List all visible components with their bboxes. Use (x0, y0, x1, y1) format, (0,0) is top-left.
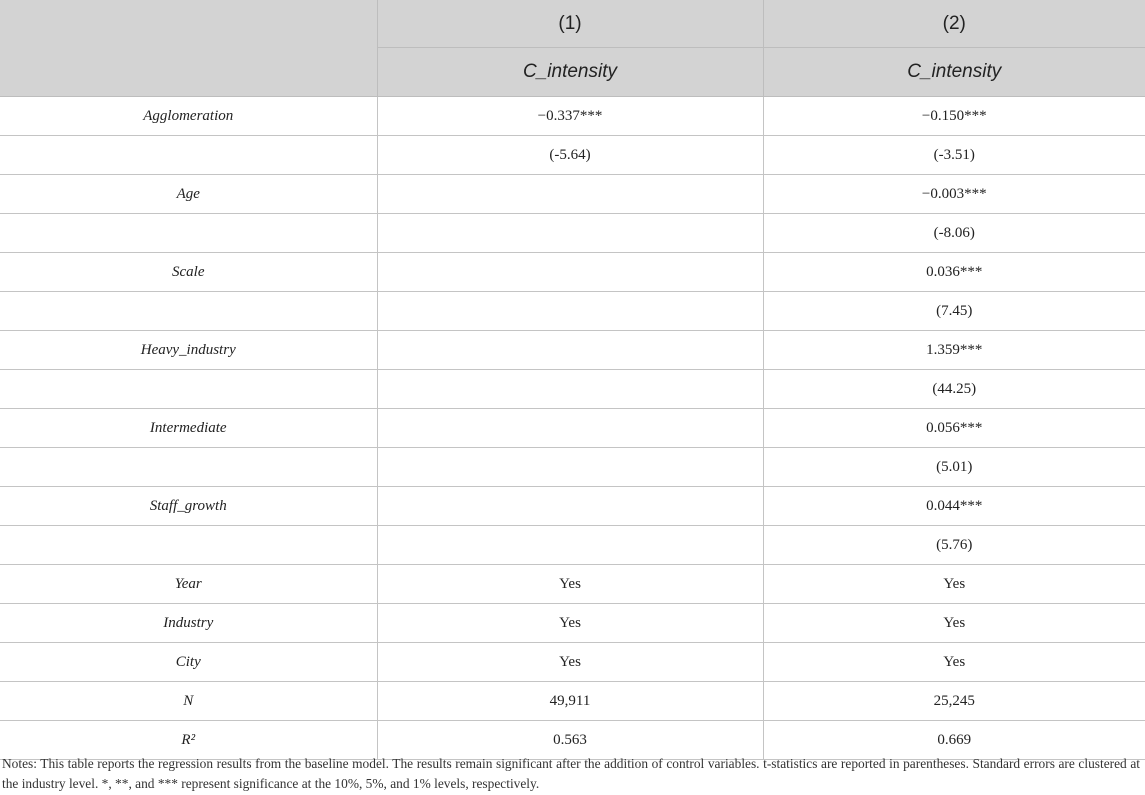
model-2-cell: Yes (763, 565, 1145, 604)
row-label-cell: N (0, 682, 377, 721)
row-label-cell (0, 136, 377, 175)
header-row-model-numbers (0, 0, 1145, 48)
table-row (0, 526, 1145, 565)
row-label-cell: Age (0, 175, 377, 214)
model-2-cell: 0.056*** (763, 409, 1145, 448)
header-model-1: (1) (377, 0, 763, 48)
model-2-cell: 25,245 (763, 682, 1145, 721)
row-label-cell: City (0, 643, 377, 682)
model-2-cell: Yes (763, 604, 1145, 643)
table-row (0, 448, 1145, 487)
model-1-cell (377, 526, 763, 565)
model-1-cell: Yes (377, 604, 763, 643)
model-2-cell: Yes (763, 643, 1145, 682)
model-2-cell: 0.669 (763, 721, 1145, 760)
model-2-cell: 1.359*** (763, 331, 1145, 370)
row-label-cell: Agglomeration (0, 97, 377, 136)
header-model-2: (2) (763, 0, 1145, 48)
table-row (0, 682, 1145, 721)
model-1-cell: −0.337*** (377, 97, 763, 136)
model-1-cell: 49,911 (377, 682, 763, 721)
row-label-cell (0, 214, 377, 253)
model-2-cell: (5.01) (763, 448, 1145, 487)
header-depvar-2: C_intensity (763, 48, 1145, 97)
model-1-cell (377, 448, 763, 487)
row-label-cell (0, 370, 377, 409)
table-row (0, 97, 1145, 136)
table-row (0, 292, 1145, 331)
model-2-cell: (-8.06) (763, 214, 1145, 253)
model-1-cell (377, 175, 763, 214)
model-2-cell: (44.25) (763, 370, 1145, 409)
row-label-cell: Year (0, 565, 377, 604)
model-2-cell: (-3.51) (763, 136, 1145, 175)
table-body (0, 97, 1145, 760)
model-2-cell: −0.003*** (763, 175, 1145, 214)
row-label-cell: Industry (0, 604, 377, 643)
row-label-cell: R² (0, 721, 377, 760)
model-2-cell: 0.036*** (763, 253, 1145, 292)
model-1-cell (377, 487, 763, 526)
model-1-cell (377, 253, 763, 292)
table-row (0, 136, 1145, 175)
model-1-cell (377, 292, 763, 331)
row-label-cell: Intermediate (0, 409, 377, 448)
row-label-cell (0, 526, 377, 565)
model-1-cell: Yes (377, 643, 763, 682)
model-1-cell: 0.563 (377, 721, 763, 760)
model-1-cell (377, 331, 763, 370)
header-depvar-1: C_intensity (377, 48, 763, 97)
header-corner-cell (0, 0, 377, 97)
table-row (0, 604, 1145, 643)
table-row (0, 370, 1145, 409)
row-label-cell: Heavy_industry (0, 331, 377, 370)
model-1-cell: Yes (377, 565, 763, 604)
table-row (0, 487, 1145, 526)
model-2-cell: 0.044*** (763, 487, 1145, 526)
table-row (0, 214, 1145, 253)
table-row (0, 253, 1145, 292)
model-1-cell (377, 214, 763, 253)
row-label-cell: Staff_growth (0, 487, 377, 526)
model-1-cell (377, 409, 763, 448)
table-row (0, 409, 1145, 448)
model-1-cell: (-5.64) (377, 136, 763, 175)
model-2-cell: (5.76) (763, 526, 1145, 565)
table-row (0, 643, 1145, 682)
table-row (0, 331, 1145, 370)
model-2-cell: (7.45) (763, 292, 1145, 331)
model-1-cell (377, 370, 763, 409)
row-label-cell (0, 448, 377, 487)
table-notes: Notes: This table reports the regression results from the baseline model. The results remain significant after the addition of control variables. t-statistics are reported in parentheses. Standard errors are clustered at the industry level. *, **, and *** represent significance at the 10%, 5%, and 1% levels, respectively. (2, 756, 1140, 791)
row-label-cell: Scale (0, 253, 377, 292)
table-row (0, 565, 1145, 604)
table-header (0, 0, 1145, 97)
row-label-cell (0, 292, 377, 331)
table-row (0, 175, 1145, 214)
model-2-cell: −0.150*** (763, 97, 1145, 136)
